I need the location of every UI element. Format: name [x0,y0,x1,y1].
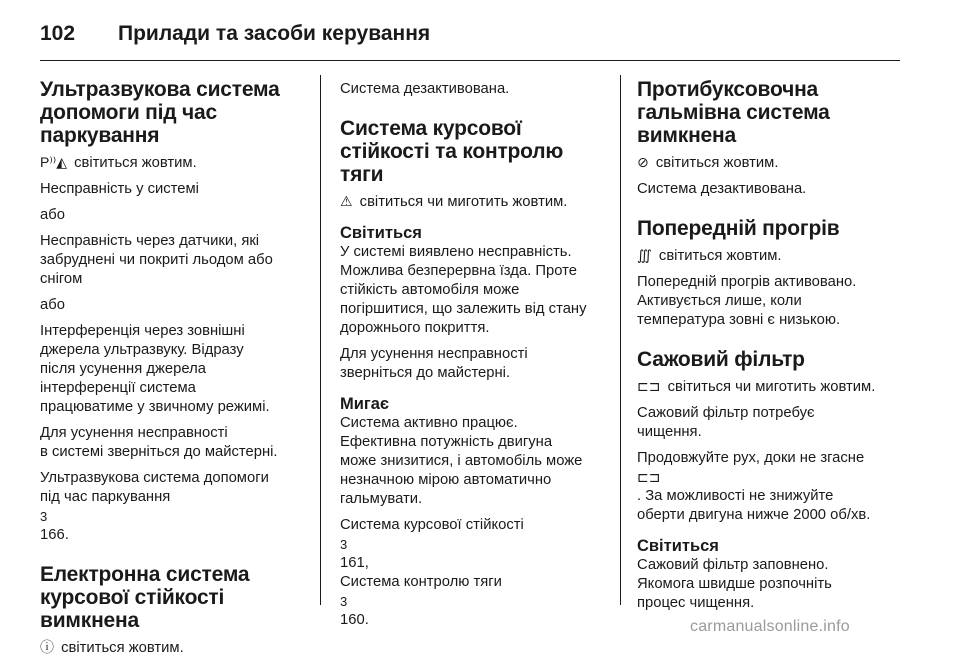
soot-filter-icon: ⊏⊐ [637,378,661,394]
soot-filter-icon: ⊏⊐ [637,469,661,485]
preheat-text: Попередній прогрів активовано. Активується лише, коли температура зовні є низькою. [637,274,857,328]
filter-lit-text: Сажовий фільтр заповнено. Якомога швидше розпочніть процес чищення. [637,557,832,611]
sensor-fault-text: Несправність через датчики, які забруднені чи покриті льодом або снігом [40,233,273,287]
column-2 [340,72,602,637]
heading-esc-off: Електронна система курсової стійкості вимкнена [40,563,250,632]
column-1 [40,72,302,665]
esc-off-icon: ⓘ [40,639,54,655]
page-number: 102 [40,22,76,45]
page-ref-arrow-icon: 3 [340,537,348,552]
parking-status: P⁾⁾◭ світиться жовтим. [40,154,197,171]
watermark: carmanualsonline.info [690,618,850,635]
heading-preheat: Попередній прогрів [637,217,840,240]
filter-status: ⊏⊐ світиться чи миготить жовтим. [637,378,876,395]
interference-text: Інтерференція через зовнішні джерела ультразвуку. Відразу після усунення джерела інтерференції система працюватиме у звичному режимі. [40,323,270,415]
section-title: Прилади та засоби керування [118,22,431,45]
heading-tc-off: Протибуксовочна гальмівна система вимкнена [637,78,830,147]
heading-soot-filter: Сажовий фільтр [637,348,805,371]
esc-off-status: ⓘ світиться жовтим. [40,639,184,656]
esc-warning-icon: ⚠ [340,193,353,209]
filter-cleaning-text: Сажовий фільтр потребує чищення. [637,405,815,440]
header-rule [40,60,900,61]
preheat-status: ∭ світиться жовтим. [637,247,782,264]
page-header [40,14,430,54]
esc-references: Система курсової стійкості 3 161, Система контролю тяги 3 160. [340,516,602,630]
heading-parking-assist: Ультразвукова система допомоги під час паркування [40,78,280,147]
column-divider-1 [320,75,321,605]
tc-off-icon: ⊘ [637,154,649,170]
heading-lit: Світиться [340,224,422,242]
or-text: або [40,297,65,313]
fault-text: Несправність у системі [40,181,199,197]
page-ref-arrow-icon: 3 [40,509,48,524]
lit-text: У системі виявлено несправність. Можлива безперервна їзда. Проте стійкість автомобіля може погіршитися, що залежить від стану дорожнього покриття. [340,244,587,336]
tc-off-status: ⊘ світиться жовтим. [637,154,779,171]
or-text: або [40,207,65,223]
deactivated-text: Система дезактивована. [637,181,807,197]
fix-text: Для усунення несправності в системі зверніться до майстерні. [40,425,278,460]
parking-assist-icon: P⁾⁾◭ [40,154,67,170]
preheat-coil-icon: ∭ [637,247,652,263]
deactivated-text: Система дезактивована. [340,81,510,97]
esc-status: ⚠ світиться чи миготить жовтим. [340,193,568,210]
heading-esc-tc: Система курсової стійкості та контролю тяги [340,117,564,186]
column-3 [637,72,899,620]
filter-continue-text: Продовжуйте рух, доки не згасне ⊏⊐ . За можливості не знижуйте оберти двигуна нижче 2000 об/хв. [637,449,899,525]
parking-reference: Ультразвукова система допомоги під час паркування 3 166. [40,469,302,545]
page-ref-arrow-icon: 3 [340,594,348,609]
heading-lit: Світиться [637,537,719,555]
heading-flashing: Мигає [340,395,390,413]
lit-fix-text: Для усунення несправності зверніться до майстерні. [340,346,528,381]
column-divider-2 [620,75,621,605]
flashing-text: Система активно працює. Ефективна потужність двигуна може знизитися, і автомобіль може незначною мірою автоматично гальмувати. [340,415,583,507]
